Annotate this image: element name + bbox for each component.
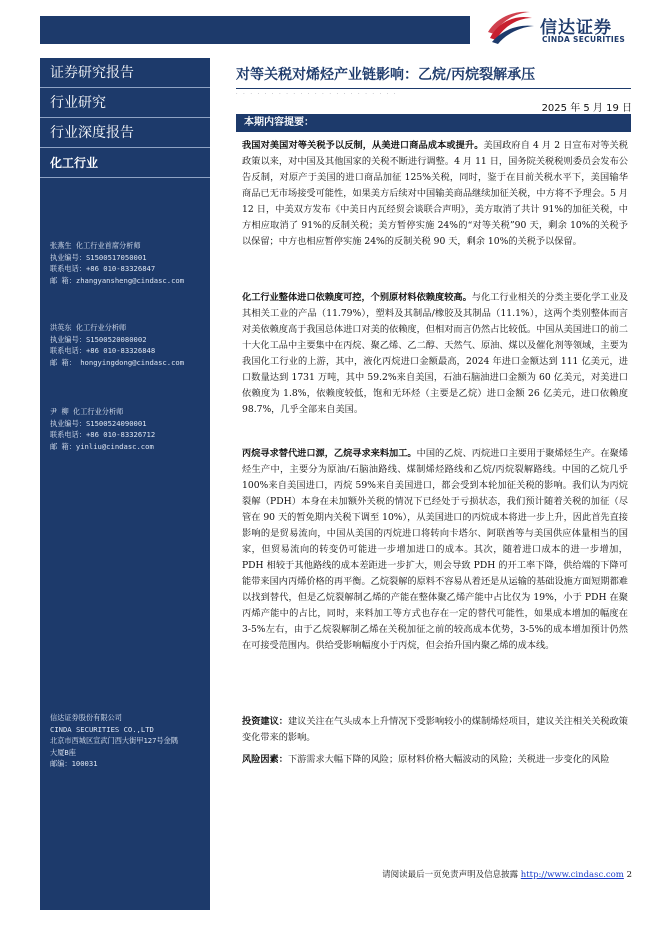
- paragraph-text: 美国政府自 4 月 2 日宣布对等关税政策以来，对中国及其他国家的关税不断进行调整。4 月 11 日，国务院关税税则委员会发布公告反制，对原产于美国的进口商品加征 125%关税，同时，鉴于在目前关税水平下，美国输华商品已无市场接受可能性，如果美方后续对中国输美商品继续加征关税，中方将不予理会。5 月 12 日，中美双方发布《中美日内瓦经贸会谈联合声明》，美方取消了共计 91%的加征关税，中方相应取消了 91%的反制关税；美方暂停实施 24%的“对等关税”90 天，剩余 10%的关税予以保留；中方也相应暂停实施 24%的反制关税 90 天，剩余 10%的关税予以保留。: [242, 140, 628, 247]
- investment-advice: [242, 714, 628, 746]
- cinda-logo-icon: [484, 8, 536, 48]
- footer-website-link[interactable]: http://www.cindasc.com: [520, 870, 624, 880]
- logo-name-cn: 信达证券: [540, 18, 612, 38]
- company-address-2: 大厦B座: [50, 747, 76, 757]
- paragraph-text: 下游需求大幅下降的风险；原材料价格大幅波动的风险；关税进一步变化的风险: [287, 754, 610, 765]
- company-postcode: 邮编：100031: [50, 759, 98, 768]
- summary-paragraph: [242, 138, 628, 250]
- paragraph-lead: 风险因素：: [242, 754, 288, 765]
- analyst-email[interactable]: 邮 箱： hongyingdong@cindasc.com: [50, 357, 185, 367]
- sidebar: [40, 58, 210, 910]
- analyst-name-role: 张燕生 化工行业首席分析师: [50, 241, 141, 250]
- paragraph-lead: 投资建议：: [242, 716, 288, 727]
- tag-industry-research: 行业研究: [40, 88, 210, 118]
- analyst-phone: 联系电话：+86 010-83326712: [50, 430, 156, 439]
- analyst-phone: 联系电话：+86 010-83326847: [50, 264, 156, 273]
- cinda-logo: [484, 8, 654, 48]
- summary-paragraph: [242, 290, 628, 418]
- analyst-email[interactable]: 邮 箱：yinliu@cindasc.com: [50, 441, 154, 451]
- title-divider: [236, 88, 631, 89]
- paragraph-lead: 我国对美国对等关税予以反制，从美进口商品成本或提升。: [242, 140, 484, 151]
- paragraph-lead: 丙烷寻求替代进口源，乙烷寻求来料加工。: [242, 448, 417, 459]
- analyst-name-role: 尹 柳 化工行业分析师: [50, 407, 124, 416]
- summary-paragraph: [242, 446, 628, 654]
- tag-securities-report: 证券研究报告: [40, 58, 210, 88]
- analyst-name-role: 洪英东 化工行业分析师: [50, 323, 127, 332]
- company-name-en: CINDA SECURITIES CO.,LTD: [50, 724, 154, 734]
- analyst-email[interactable]: 邮 箱：zhangyansheng@cindasc.com: [50, 275, 185, 285]
- company-name-cn: 信达证券股份有限公司: [50, 713, 122, 722]
- paragraph-text: 中国的乙烷、丙烷进口主要用于聚烯烃生产。在聚烯烃生产中，主要分为原油/石脑油路线、煤制烯烃路线和乙烷/丙烷裂解路线。中国的乙烷几乎 100%来自美国进口，丙烷 59%来自美国进口，都会受到本轮加征关税的影响。我们认为丙烷裂解（PDH）本身在未加额外关税的情况下已经处于亏损状态，我们预计随着关税的加征（尽管在 90 天的暂免期内关税下调至 10%），从美国进口的丙烷成本将进一步上升，因此首先直接影响的是贸易流向，中国从美国的丙烷进口将转向卡塔尔、阿联酋等与美国供应体量相当的国家，但贸易流向的转变仍可能进一步增加进口的成本。其次，随着进口成本的进一步增加，PDH 相较于其他路线的成本差距进一步扩大，则会导致 PDH 的开工率下降，供给端的下降可能带来国内丙烯价格的再平衡。乙烷裂解的原料不容易从着还是从运输的基础设施方面短期都难以找到替代，但是乙烷裂解制乙烯的产能在整体聚乙烯产能中占比仅为 19%，小于 PDH 在聚丙烯产能中的占比，同时，来料加工等方式也存在一定的替代可能性，如果成本增加的幅度在 3-5%左右，由于乙烷裂解制乙烯在关税加征之前的较高成本优势，3-5%的成本增加预计仍然在可接受范围内。供给受影响幅度小于丙烷，但会抬升国内聚乙烯的成本线。: [242, 448, 629, 651]
- analyst-license: 执业编号：S1500517050001: [50, 252, 147, 262]
- company-address: 北京市西城区宣武门西大街甲127号金隅: [50, 736, 178, 745]
- title-dots: · · · · · · · · · · · · · · · · · · · · · · ·: [236, 91, 398, 97]
- logo-name-en: CINDA SECURITIES: [542, 35, 626, 44]
- analyst-license: 执业编号：S1500524090001: [50, 418, 147, 428]
- tag-chemical-industry: 化工行业: [40, 148, 210, 178]
- section-header: 本期内容提要：: [236, 114, 631, 132]
- analyst-card: [50, 322, 208, 368]
- footer-disclaimer: 请阅读最后一页免责声明及信息披露: [382, 870, 519, 880]
- tag-industry-deep-report: 行业深度报告: [40, 118, 210, 148]
- report-date: 2025 年 5 月 19 日: [541, 103, 632, 114]
- paragraph-text: 建议关注在气头成本上升情况下受影响较小的煤制烯烃项目，建议关注相关关税政策变化带来的影响。: [242, 716, 628, 743]
- analyst-card: [50, 240, 208, 286]
- analyst-license: 执业编号：S1500520080002: [50, 334, 147, 344]
- page-number: 2: [626, 870, 632, 880]
- risk-factors: [242, 752, 628, 768]
- header-bar: [40, 16, 470, 44]
- paragraph-lead: 化工行业整体进口依赖度可控，个别原材料依赖度较高。: [242, 292, 472, 303]
- analyst-phone: 联系电话：+86 010-83326848: [50, 346, 156, 355]
- company-info: [50, 712, 208, 770]
- page-footer: [340, 868, 632, 880]
- report-title: 对等关税对烯烃产业链影响：乙烷/丙烷裂解承压: [236, 67, 536, 83]
- paragraph-text: 与化工行业相关的分类主要化学工业及其相关工业的产品（11.79%），塑料及其制品/橡胶及其制品（11.1%），这两个类别整体而言对美依赖度高于我国总体进口对美的依赖度，但相对而言仍然占比较低。中国从美国进口的前二十大化工品中主要集中在丙烷、聚乙烯、乙二醇、天然气、原油、煤以及催化剂等领域，主要为我国化工行业的上游，其中，液化丙烷进口金额最高，2024 年进口金额达到 111 亿美元，进口数量达到 1731 万吨，其中 59.2%来自美国，石油石脑油进口金额为 60 亿美元，对美进口依赖度为 1.8%，依赖度较低，饱和无环烃（主要是乙烷）进口金额 26 亿美元，进口依赖度 98.7%，几乎全部来自美国。: [242, 292, 629, 415]
- analyst-card: [50, 406, 208, 452]
